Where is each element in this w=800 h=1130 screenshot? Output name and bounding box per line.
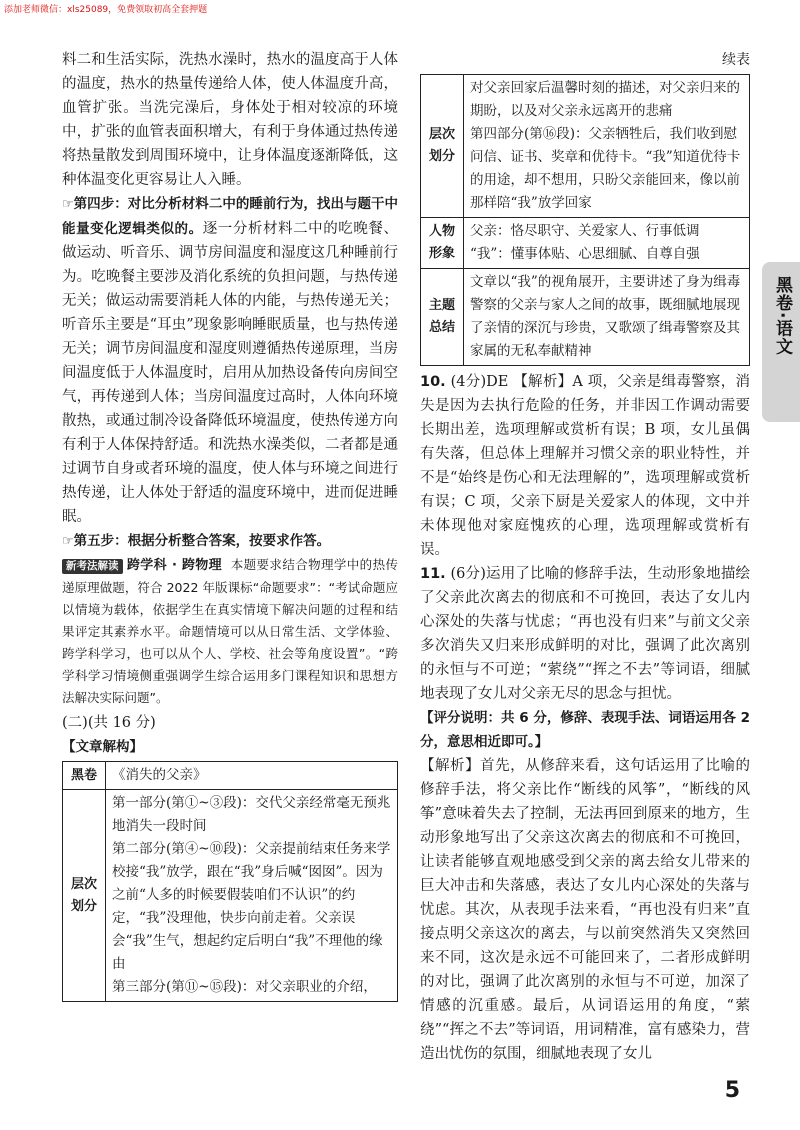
side-tab: 黑卷·语文 xyxy=(762,262,800,422)
table-label: 层次划分 xyxy=(421,75,464,218)
table-label: 黑卷 xyxy=(63,762,106,790)
table-label: 层次划分 xyxy=(63,790,106,1002)
scoring-note: 【评分说明：共 6 分，修辞、表现手法、词语运用各 2 分，意思相近即可。】 xyxy=(420,710,750,750)
paragraph: 料二和生活实际，洗热水澡时，热水的温度高于人体的温度，热水的热量传递给人体，使人体温度升高，血管扩张。当洗完澡后，身体处于相对较凉的环境中，扩张的血管表面积增大，有利于身体通过热传递将热量散发到周围环境中，让身体温度逐渐降低，这种体温变化更容易让人入睡。 xyxy=(62,52,398,188)
table-cell: 文章以“我”的视角展开，主要讲述了身为缉毒警察的父亲与家人之间的故事，既细腻地展现了亲情的深沉与珍贵，又歌颂了缉毒警察及其家属的无私奉献精神 xyxy=(464,269,750,366)
question-11: 11. (6分)运用了比喻的修辞手法，生动形象地描绘了父亲此次离去的彻底和不可挽回，表达了女儿内心深处的失落与忧虑；“再也没有归来”与前文父亲多次消失又归来形成鲜明的对比，强调了此次离别的永恒与不可逆；“萦绕”“挥之不去”等词语，细腻地表现了女儿对父亲无尽的思念与担忧。 xyxy=(420,566,751,702)
table-cell: 第一部分(第①~③段)：交代父亲经常毫无预兆地消失一段时间 第二部分(第④~⑩段)：父亲提前结束任务来学校接“我”放学，跟在“我”身后喊“囡囡”。因为之前“人多的时候要假装咱们不认识”的约定，“我”没理他，快步向前走着。父亲误会“我”生气，想起约定后明白“我”不理他的缘由 第三部分(第⑪~⑮段)：对父亲职业的介绍， xyxy=(106,790,398,1002)
left-column xyxy=(62,48,398,1002)
page-number: 5 xyxy=(724,1078,740,1103)
watermark: 添加老师微信：xls25089，免费领取初高全套押题 xyxy=(4,5,208,15)
table-label: 主题总结 xyxy=(421,269,464,366)
step-5: ☞第五步：根据分析整合答案，按要求作答。 xyxy=(62,533,331,549)
step-4: ☞第四步：对比分析材料二中的睡前行为，找出与题干中能量变化逻辑类似的。逐一分析材料二中的吃晚餐、做运动、听音乐、调节房间温度和湿度这几种睡前行为。吃晚餐主要涉及消化系统的负担问题，与热传递无关；做运动需要消耗人体的内能，与热传递无关；听音乐主要是“耳虫”现象影响睡眠质量，也与热传递无关；调节房间温度和湿度则遵循热传递原理，当房间温度低于人体温度时，启用从加热设备传向房间空气，再传递到人体；当房间温度过高时，人体向环境散热，或通过制冷设备降低环境温度，使热传递方向有利于人体保持舒适。和洗热水澡类似，二者都是通过调节自身或者环境的温度，使人体与环境之间进行热传递，让人体处于舒适的温度环境中，进而促进睡眠。 xyxy=(62,196,399,525)
analysis: 【解析】首先，从修辞来看，这句话运用了比喻的修辞手法，将父亲比作“断线的风筝”，“断线的风筝”意味着失去了控制，无法再回到原来的地方，生动形象地写出了父亲这次离去的彻底和不可挽回，让读者能够直观地感受到父亲的离去给女儿带来的巨大冲击和失落感，表达了女儿内心深处的失落与忧虑。其次，从表现手法来看，“再也没有归来”直接点明父亲这次的离去，与以前突然消失又突然回来不同，这次是永远不可能回来了，二者形成鲜明的对比，强调了此次离别的永恒与不可逆，加深了情感的沉重感。最后，从词语运用的角度，“萦绕”“挥之不去”等词语，用词精准，富有感染力，营造出忧伤的氛围，细腻地表现了女儿 xyxy=(420,758,750,1062)
new-exam-note: 新考法解读 跨学科 · 跨物理 本题要求结合物理学中的热传递原理做题，符合 2022 年版课标“命题要求”：“考试命题应以情境为载体，依据学生在真实情境下解决问题的过程和结果评定其素养水平。命题情境可以从日常生活、文学体验、跨学科学习，也可以从个人、学校、社会等角度设置”。“跨学科学习情境侧重强调学生综合运用多门课程知识和思想方法解决实际问题”。 xyxy=(62,557,398,705)
structure-label: 【文章解构】 xyxy=(62,739,143,755)
hand-pointer-icon: ☞ xyxy=(62,197,74,212)
right-column xyxy=(420,48,750,1066)
question-10: 10. (4分)DE 【解析】A 项，父亲是缉毒警察，消失是因为去执行危险的任务，并非因工作调动需要长期出差，选项理解或赏析有误；B 项，女儿虽偶有失落，但总体上理解并习惯父亲的职业特性，并不是“始终是伤心和无法理解的”，选项理解或赏析有误；C 项，父亲下厨是关爱家人的体现，文中并未体现他对家庭愧疚的心理，选项理解或赏析有误。 xyxy=(420,374,750,558)
continued-label: 续表 xyxy=(722,52,750,68)
table-title: 《消失的父亲》 xyxy=(106,762,398,790)
table-cell: 父亲：恪尽职守、关爱家人、行事低调 “我”：懂事体贴、心思细腻、自尊自强 xyxy=(464,218,750,269)
table-cell: 对父亲回家后温馨时刻的描述，对父亲归来的期盼，以及对父亲永远离开的悲痛 第四部分(第⑯段)：父亲牺牲后，我们收到慰问信、证书、奖章和优待卡。“我”知道优待卡的用途，却不想用，只盼父亲能回来，像以前那样陪“我”放学回家 xyxy=(464,75,750,218)
structure-table xyxy=(62,761,398,1002)
table-label: 人物形象 xyxy=(421,218,464,269)
hand-pointer-icon: ☞ xyxy=(62,534,74,549)
structure-table-continued xyxy=(420,74,750,366)
section-header: (二)(共 16 分) xyxy=(62,715,156,731)
new-exam-tag: 新考法解读 xyxy=(62,559,123,574)
